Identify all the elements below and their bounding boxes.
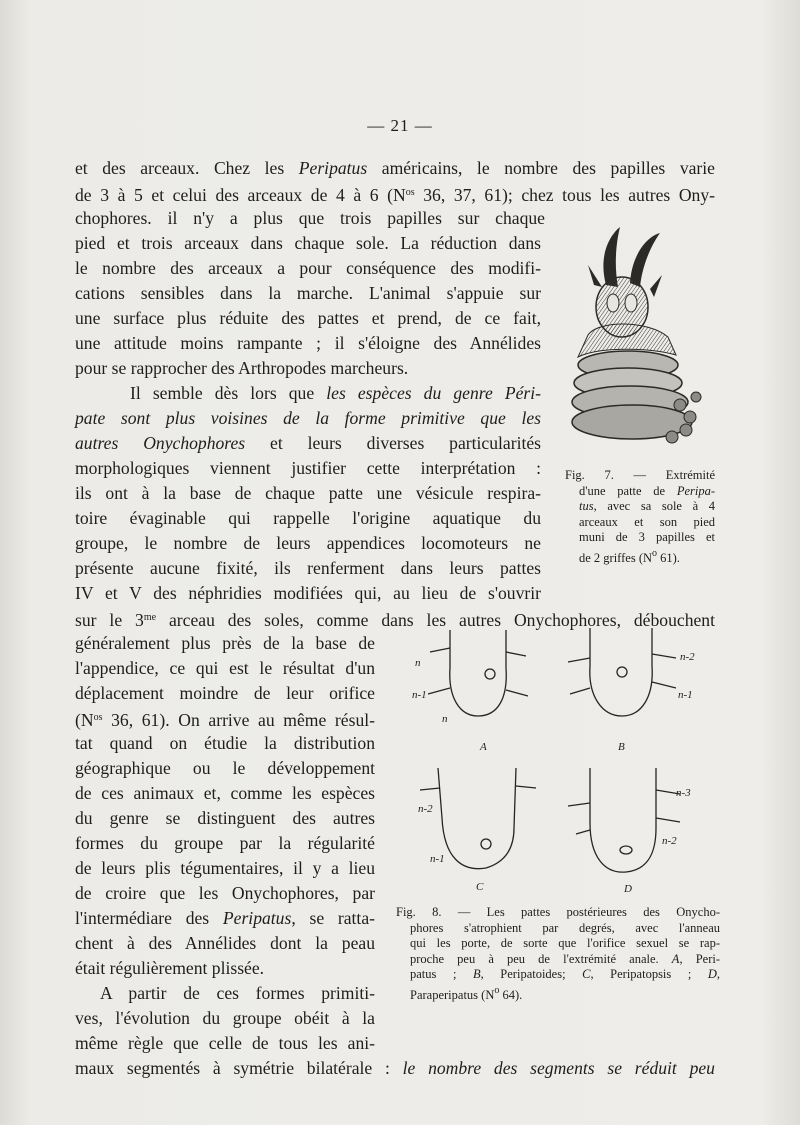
- text-line: IV et V des néphridies modifiées qui, au lieu de s'ouvrir: [75, 583, 541, 603]
- text-line: autres Onychophores et leurs diverses particularités: [75, 433, 541, 453]
- text-line: toire évaginable qui rappelle l'origine aquatique du: [75, 508, 541, 528]
- text-line: présente aucune fixité, ils renferment dans leurs pattes: [75, 558, 541, 578]
- text-line: de croire que les Onychophores, par: [75, 883, 375, 903]
- fig8-label-n2-b: n-2: [680, 651, 695, 663]
- text-line: l'intermédiare des Peripatus, se ratta-: [75, 908, 375, 928]
- fig8-label-A: A: [480, 741, 487, 753]
- text-line: ves, l'évolution du groupe obéit à la: [75, 1008, 375, 1028]
- text-line: A partir de ces formes primiti-: [100, 983, 375, 1003]
- text-line: du genre se distinguent des autres: [75, 808, 375, 828]
- fig8-label-n3-d: n-3: [676, 787, 691, 799]
- text-line: géographique ou le développement: [75, 758, 375, 778]
- text-line: tat quand on étudie la distribution: [75, 733, 375, 753]
- fig8-label-n1-b: n-1: [678, 689, 693, 701]
- text-line: chent à des Annélides dont la peau: [75, 933, 375, 953]
- text-line: et des arceaux. Chez les Peripatus américains, le nombre des papilles varie: [75, 158, 715, 178]
- page-number: — 21 —: [367, 116, 433, 135]
- fig8-label-C: C: [476, 881, 484, 893]
- text-line: le nombre des arceaux a pour conséquence des modifi-: [75, 258, 541, 278]
- text-line: même règle que celle de tous les ani-: [75, 1033, 375, 1053]
- text-line: sur le $3^{me}$ arceau des soles, comme dans les autres Onychophores, débouchent: [75, 610, 715, 630]
- text-line: de leurs plis tégumentaires, il y a lieu: [75, 858, 375, 878]
- text-line: était régulièrement plissée.: [75, 958, 265, 978]
- fig8-label-n: n: [415, 657, 421, 669]
- text-line: morphologiques viennent justifier cette interprétation :: [75, 458, 541, 478]
- text-line: déplacement moindre de leur orifice: [75, 683, 375, 703]
- figure-8-diagram: [390, 618, 720, 900]
- fig8-label-n2-d: n-2: [662, 835, 677, 847]
- text-line: chophores. il n'y a plus que trois papilles sur chaque: [75, 208, 545, 228]
- text-line: de 3 à 5 et celui des arceaux de 4 à 6 ($N^{os}$ 36, 37, 61); chez tous les autres Ony-: [75, 185, 715, 205]
- text-line: maux segmentés à symétrie bilatérale : le nombre des segments se réduit peu: [75, 1058, 715, 1078]
- text-line: ils ont à la base de chaque patte une vésicule respira-: [75, 483, 541, 503]
- text-line: pied et trois arceaux dans chaque sole. La réduction dans: [75, 233, 541, 253]
- text-line: ($N^{os}$ 36, 61). On arrive au même résul-: [75, 710, 375, 730]
- text-line: formes du groupe par la régularité: [75, 833, 375, 853]
- fig8-label-n1-c: n-1: [430, 853, 445, 865]
- text-line: Il semble dès lors que les espèces du genre Péri-: [130, 383, 541, 403]
- figure-7-illustration: [558, 225, 708, 455]
- text-line: généralement plus près de la base de: [75, 633, 375, 653]
- text-line: cations sensibles dans la marche. L'animal s'appuie sur: [75, 283, 541, 303]
- fig8-label-n1: n-1: [412, 689, 427, 701]
- text-line: groupe, le nombre de leurs appendices locomoteurs ne: [75, 533, 541, 553]
- figure-8-caption: Fig. 8. — Les pattes postérieures des Onycho- phores s'atrophient par degrés, avec l'anneau qui les porte, de sorte que l'orifice sexuel se rap- proche peu à peu de l'extrémité anale. A, Peri- patus ; B, Peripatoides; C, Peripatopsis ; D, Paraperipatus ($N^o$ 64).: [396, 905, 721, 1002]
- text-line: l'appendice, ce qui est le résultat d'un: [75, 658, 375, 678]
- fig8-label-n-alt: n: [442, 713, 448, 725]
- fig8-label-B: B: [618, 741, 625, 753]
- text-line: pate sont plus voisines de la forme primitive que les: [75, 408, 541, 428]
- fig8-label-n2-c: n-2: [418, 803, 433, 815]
- text-line: une surface plus réduite des pattes et prend, de ce fait,: [75, 308, 541, 328]
- text-line: une attitude moins rampante ; il s'éloigne des Annélides: [75, 333, 541, 353]
- fig8-label-D: D: [624, 883, 632, 895]
- text-line: pour se rapprocher des Arthropodes marcheurs.: [75, 358, 409, 378]
- figure-7-caption: Fig. 7. — Extrémité d'une patte de Peripa- tus, avec sa sole à 4 arceaux et son pied muni de 3 papilles et de 2 griffes ($N^o$ 61).: [565, 468, 715, 565]
- text-line: de ces animaux et, comme les espèces: [75, 783, 375, 803]
